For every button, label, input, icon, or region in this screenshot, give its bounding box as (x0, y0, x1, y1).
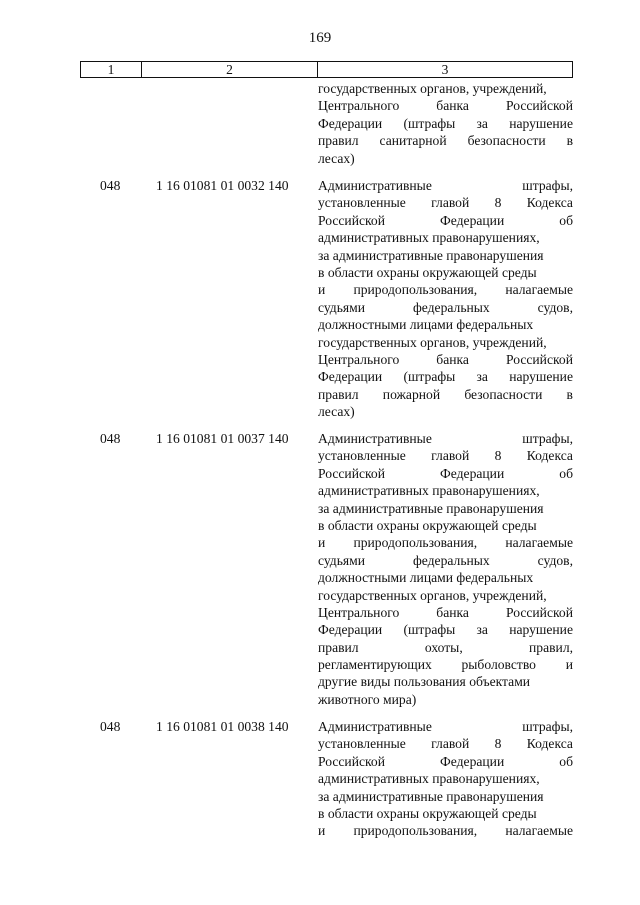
description-line (318, 552, 573, 569)
description-line (318, 212, 573, 229)
budget-classification-code: 1 16 01081 01 0037 140 (156, 431, 289, 446)
description-word: охоты, (424, 639, 463, 655)
description-line (318, 281, 573, 298)
description-word: в (566, 133, 573, 149)
description-line: в области охраны окружающей среды (318, 805, 537, 821)
description-word: санитарной (379, 133, 447, 149)
description-word: об (559, 212, 573, 228)
admin-code: 048 (100, 431, 121, 446)
description-word: Кодекса (526, 195, 573, 211)
description-word: безопасности (464, 386, 543, 402)
description-word: банка (436, 604, 469, 620)
description-line: административных правонарушениях, (318, 483, 540, 499)
description-word: (штрафы (403, 622, 456, 638)
description-word: природопользования, (353, 823, 478, 839)
description-word: налагаемые (505, 823, 573, 839)
description-word: Административные (318, 431, 432, 446)
description-word: нарушение (509, 622, 573, 638)
description-line (318, 115, 573, 132)
description-line: государственных органов, учреждений, (318, 587, 547, 603)
description-word: штрафы, (522, 719, 573, 734)
description-word: правил (318, 386, 359, 402)
description-line (318, 430, 573, 447)
description-line (318, 534, 573, 551)
admin-code: 048 (100, 719, 121, 734)
description-word: безопасности (467, 133, 546, 149)
description-line (318, 822, 573, 839)
description-word: в (566, 386, 573, 402)
description-word: об (559, 465, 573, 481)
description-line (318, 656, 573, 673)
description-word: Административные (318, 178, 432, 193)
table-header-row (80, 61, 573, 78)
description-line (318, 368, 573, 385)
description-line: административных правонарушениях, (318, 230, 540, 246)
column-header-1: 1 (81, 62, 142, 77)
revenue-description (318, 177, 573, 420)
description-line (318, 621, 573, 638)
description-line: животного мира) (318, 691, 417, 707)
description-word: за (476, 369, 488, 385)
column-header-3: 3 (441, 62, 449, 77)
description-line: в области охраны окружающей среды (318, 517, 537, 533)
description-line (318, 753, 573, 770)
description-word: 8 (494, 195, 502, 211)
description-word: налагаемые (505, 535, 573, 551)
description-word: судов, (537, 299, 573, 315)
description-word: установленные (318, 736, 406, 752)
description-word: Центрального (318, 351, 400, 367)
description-line: государственных органов, учреждений, (318, 81, 547, 96)
description-word: федеральных (412, 299, 490, 315)
description-word: и (565, 657, 573, 673)
description-line (318, 386, 573, 403)
description-word: федеральных (412, 552, 490, 568)
description-line (318, 465, 573, 482)
description-line: в области охраны окружающей среды (318, 264, 537, 280)
description-line (318, 97, 573, 114)
revenue-description (318, 718, 573, 840)
description-word: Кодекса (526, 448, 573, 464)
description-line (318, 132, 573, 149)
description-word: штрафы, (522, 178, 573, 193)
description-word: пожарной (382, 386, 441, 402)
description-word: главой (431, 736, 470, 752)
description-word: и (318, 535, 326, 551)
description-line: за административные правонарушения (318, 247, 544, 263)
description-word: установленные (318, 448, 406, 464)
description-word: и (318, 282, 326, 298)
description-line (318, 718, 573, 735)
description-line (318, 351, 573, 368)
admin-code: 048 (100, 178, 121, 193)
description-line (318, 177, 573, 194)
description-line: лесах) (318, 150, 355, 166)
description-line: за административные правонарушения (318, 500, 544, 516)
budget-classification-code: 1 16 01081 01 0038 140 (156, 719, 289, 734)
description-line: должностными лицами федеральных (318, 570, 534, 586)
description-word: Федерации (318, 622, 383, 638)
description-line (318, 639, 573, 656)
description-word: Административные (318, 719, 432, 734)
description-word: Федерации (440, 753, 505, 769)
description-word: Кодекса (526, 736, 573, 752)
description-word: Федерации (440, 212, 505, 228)
description-line (318, 299, 573, 316)
revenue-description (318, 430, 573, 708)
budget-classification-code: 1 16 01081 01 0032 140 (156, 178, 289, 193)
description-word: главой (431, 448, 470, 464)
description-word: 8 (494, 736, 502, 752)
description-line: за административные правонарушения (318, 788, 544, 804)
description-word: Федерации (318, 115, 383, 131)
description-line (318, 735, 573, 752)
description-word: Российской (318, 465, 385, 481)
description-word: нарушение (509, 369, 573, 385)
description-word: природопользования, (353, 535, 478, 551)
description-word: правил (318, 639, 359, 655)
description-word: об (559, 753, 573, 769)
description-line: должностными лицами федеральных (318, 317, 534, 333)
description-word: Российской (505, 604, 573, 620)
description-word: Российской (505, 98, 573, 114)
description-word: (штрафы (403, 115, 456, 131)
description-word: природопользования, (353, 282, 478, 298)
description-word: судьями (318, 299, 366, 315)
description-word: правил (318, 133, 359, 149)
description-word: банка (436, 98, 469, 114)
description-word: главой (431, 195, 470, 211)
description-word: установленные (318, 195, 406, 211)
description-word: Центрального (318, 604, 400, 620)
description-word: за (476, 115, 488, 131)
description-line: лесах) (318, 404, 355, 420)
description-word: Центрального (318, 98, 400, 114)
description-line: административных правонарушениях, (318, 771, 540, 787)
column-header-2: 2 (142, 62, 318, 77)
description-word: (штрафы (403, 369, 456, 385)
description-word: и (318, 823, 326, 839)
description-word: 8 (494, 448, 502, 464)
description-word: штрафы, (522, 431, 573, 446)
description-line: другие виды пользования объектами (318, 674, 531, 690)
description-word: налагаемые (505, 282, 573, 298)
page-number: 169 (308, 30, 332, 46)
description-word: регламентирующих (318, 657, 432, 673)
description-word: правил, (529, 639, 573, 655)
description-word: банка (436, 351, 469, 367)
description-line (318, 447, 573, 464)
description-line (318, 194, 573, 211)
description-line: государственных органов, учреждений, (318, 334, 547, 350)
description-word: за (476, 622, 488, 638)
description-word: судов, (537, 552, 573, 568)
description-word: Российской (505, 351, 573, 367)
description-word: Федерации (440, 465, 505, 481)
continued-description (318, 80, 573, 167)
description-word: рыболовство (461, 657, 536, 673)
description-word: судьями (318, 552, 366, 568)
description-word: Российской (318, 212, 385, 228)
description-line (318, 604, 573, 621)
description-word: Федерации (318, 369, 383, 385)
description-word: нарушение (509, 115, 573, 131)
description-word: Российской (318, 753, 385, 769)
